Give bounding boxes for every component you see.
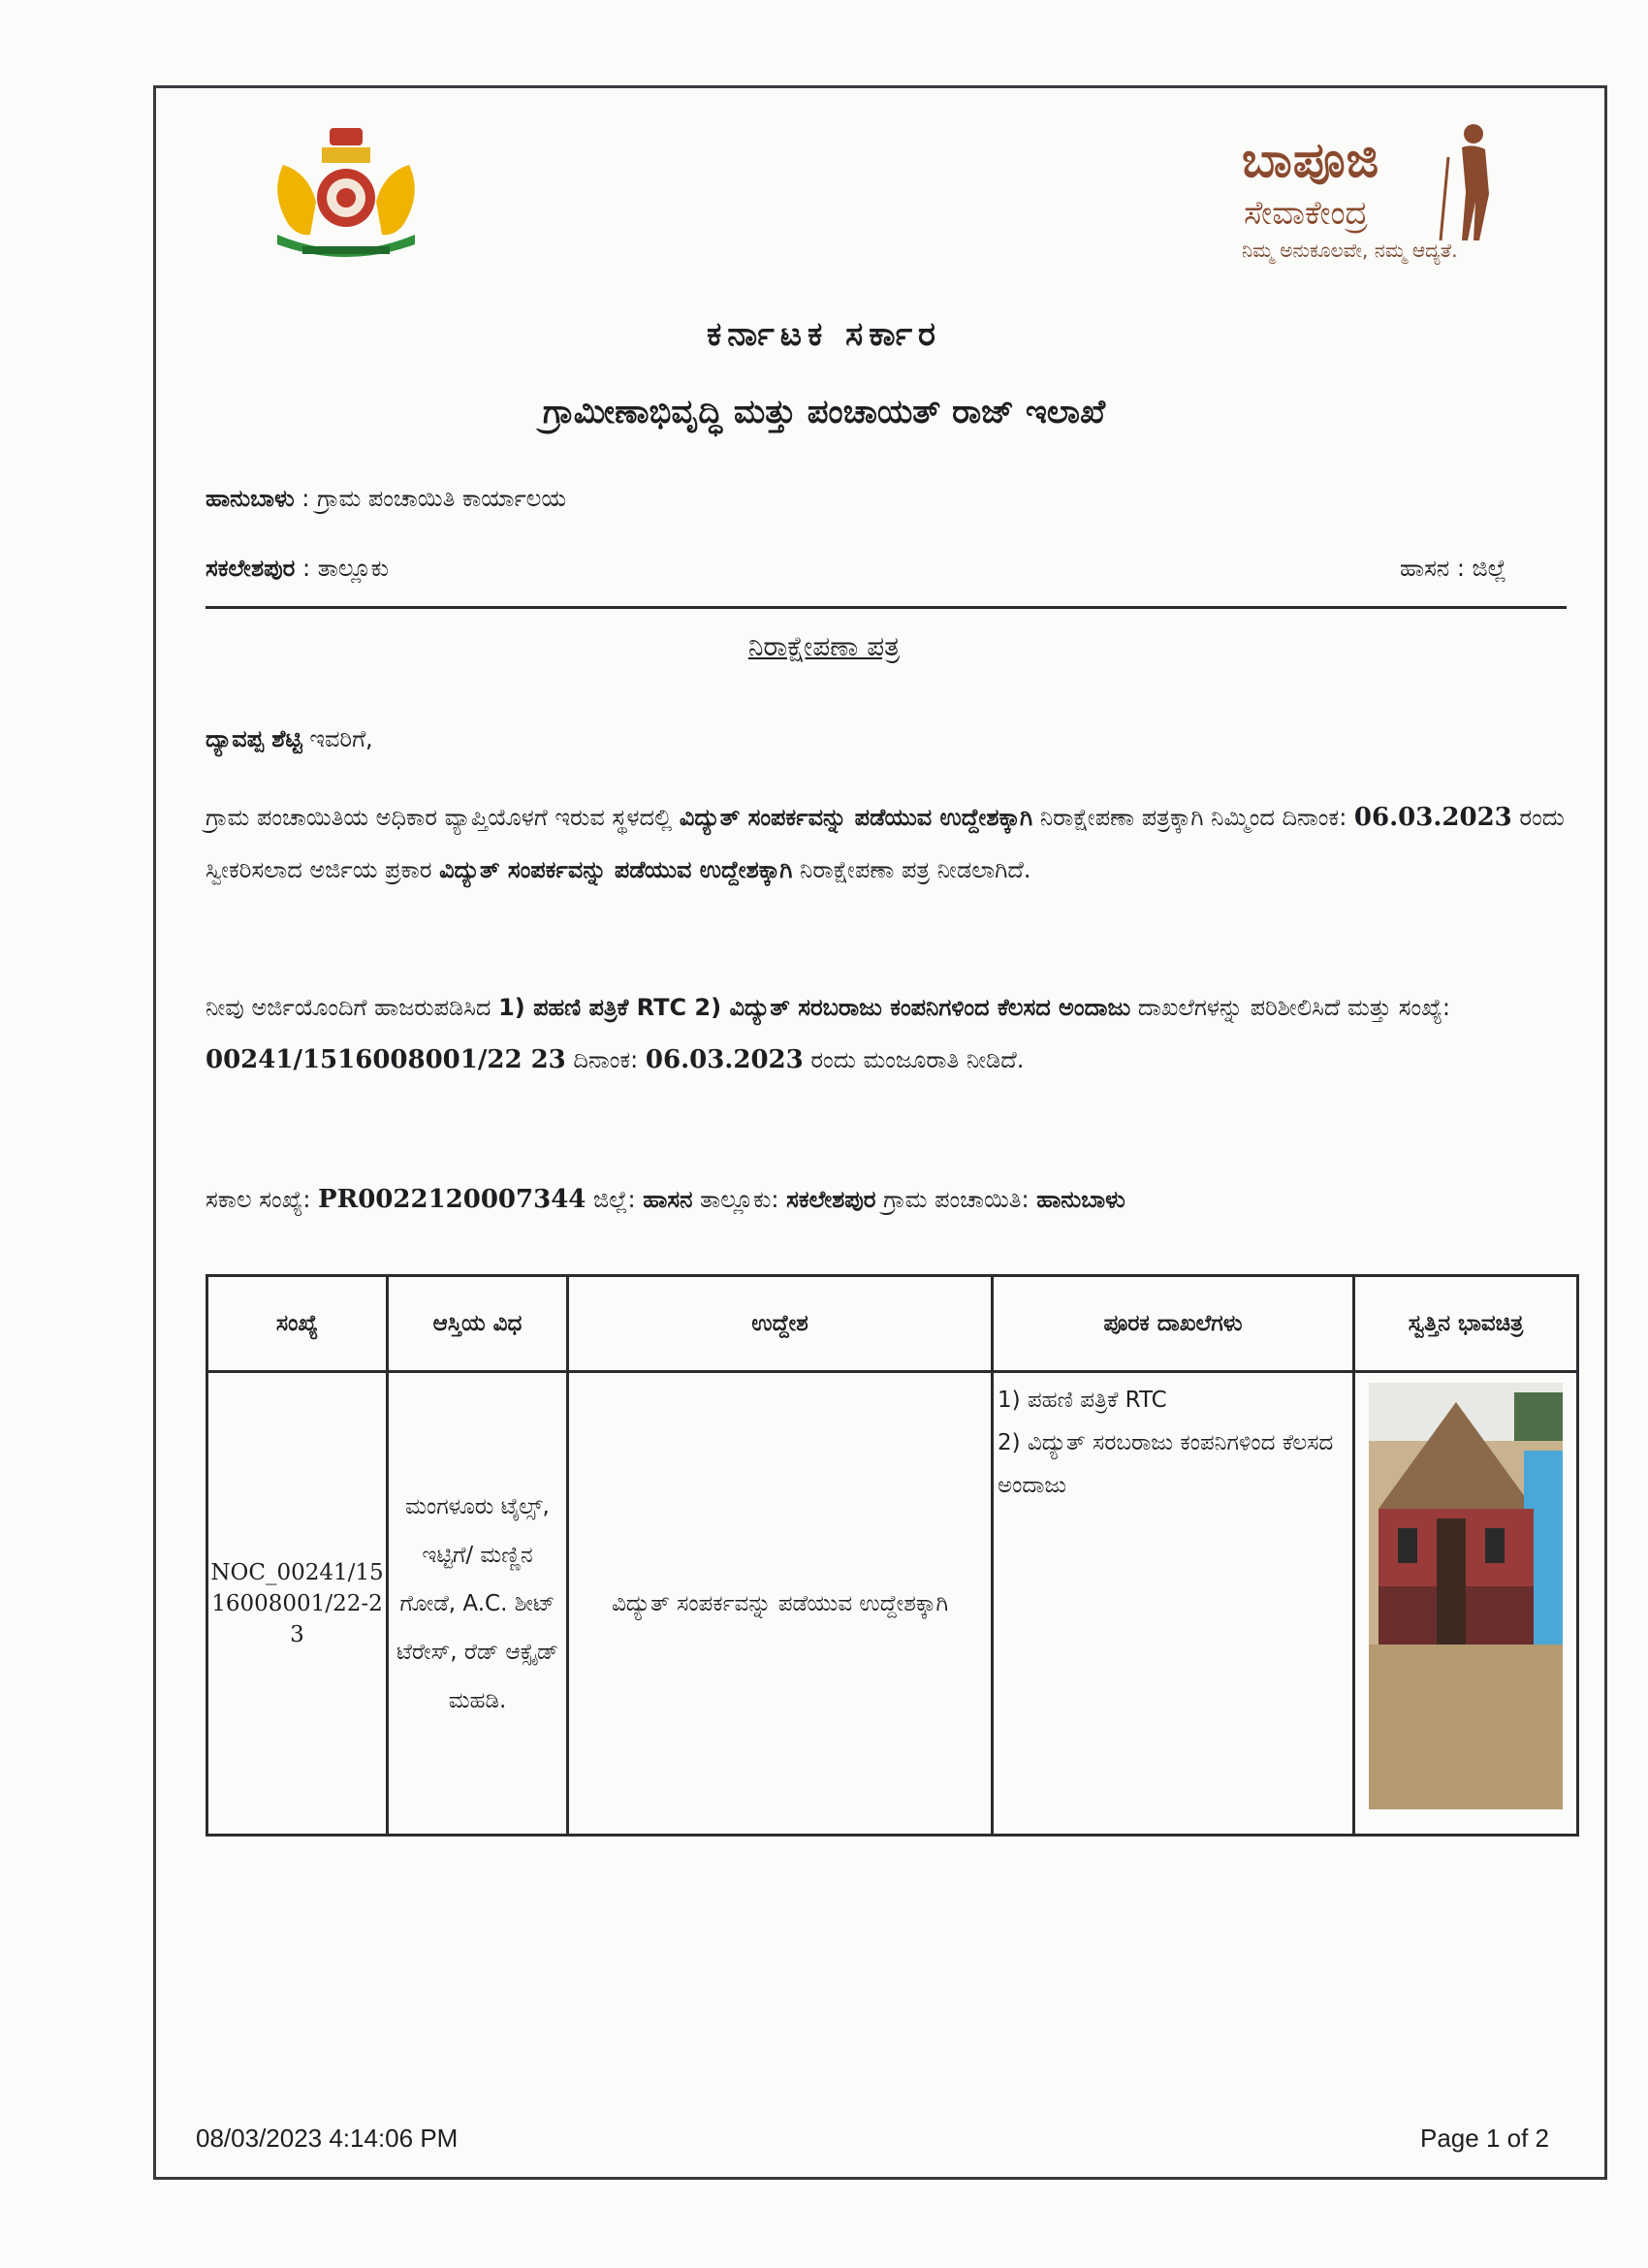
para2-text-b: ದಾಖಲೆಗಳನ್ನು ಪರಿಶೀಲಿಸಿದೆ ಮತ್ತು ಸಂಖ್ಯೆ: (1130, 994, 1450, 1021)
para1-text-b: ನಿರಾಕ್ಷೇಪಣಾ ಪತ್ರಕ್ಕಾಗಿ ನಿಮ್ಮಿಂದ ದಿನಾಂಕ: (1032, 804, 1354, 831)
govt-title: ಕರ್ನಾಟಕ ಸರ್ಕಾರ (706, 315, 942, 354)
para1-date: 06.03.2023 (1353, 803, 1512, 832)
sakala-taluk-label: ತಾಲ್ಲೂಕು: (692, 1186, 787, 1213)
para1-text-d: ನಿರಾಕ್ಷೇಪಣಾ ಪತ್ರ ನೀಡಲಾಗಿದೆ. (792, 856, 1031, 883)
col-documents-header: ಪೂರಕ ದಾಖಲೆಗಳು (993, 1276, 1354, 1372)
sanction-date: 06.03.2023 (645, 1045, 804, 1074)
para1-text-a: ಗ್ರಾಮ ಪಂಚಾಯಿತಿಯ ಅಧಿಕಾರ ವ್ಯಾಪ್ತಿಯೊಳಗೆ ಇರುವ ಸ್ಥಳದಲ್ಲಿ (206, 804, 680, 831)
sakala-gp: ಹಾನುಬಾಳು (1036, 1186, 1125, 1213)
purpose-cell (568, 1372, 993, 1836)
para2-text-d: ರಂದು ಮಂಜೂರಾತಿ ನೀಡಿದೆ. (803, 1046, 1025, 1073)
village-line (206, 485, 566, 512)
sakala-district: ಹಾಸನ (643, 1186, 693, 1213)
sakala-taluk: ಸಕಲೇಶಪುರ (786, 1186, 876, 1213)
bapuji-tagline: ನಿಮ್ಮ ಅನುಕೂಲವೇ, ನಮ್ಮ ಆದ್ಯತೆ. (1242, 239, 1458, 262)
addressee-name: ದ್ಯಾವಪ್ಪ ಶೆಟ್ಟಿ (206, 725, 302, 752)
sakala-gp-label: ಗ್ರಾಮ ಪಂಚಾಯಿತಿ: (875, 1186, 1037, 1213)
para1-purpose-2: ವಿದ್ಯುತ್ ಸಂಪರ್ಕವನ್ನು ಪಡೆಯುವ ಉದ್ದೇಶಕ್ಕಾಗಿ (439, 856, 793, 883)
addressee-line (206, 713, 1582, 765)
taluk-line (206, 555, 389, 582)
para2-text-a: ನೀವು ಅರ್ಜಿಯೊಂದಿಗೆ ಹಾಜರುಪಡಿಸಿದ (206, 994, 499, 1021)
sakala-number: PR0022120007344 (318, 1185, 586, 1214)
karnataka-emblem-icon (264, 126, 428, 264)
property-photo-cell (1354, 1372, 1578, 1836)
bapuji-seva-kendra-logo (1236, 118, 1512, 273)
village-office-label: : ಗ್ರಾಮ ಪಂಚಾಯಿತಿ ಕಾರ್ಯಾಲಯ (294, 485, 567, 512)
paragraph-1 (206, 791, 1582, 896)
noc-number: NOC_00241/1516008001/22-23 (210, 1559, 384, 1647)
sanction-number: 00241/1516008001/22 23 (206, 1045, 566, 1074)
sakala-line (206, 1173, 1582, 1226)
table-header-row (207, 1276, 1578, 1372)
district-label: ಹಾಸನ : ಜಿಲ್ಲೆ (1400, 555, 1507, 582)
col-photo-header: ಸ್ವತ್ತಿನ ಭಾವಚಿತ್ರ (1354, 1276, 1578, 1372)
bapuji-subtitle: ಸೇವಾಕೇಂದ್ರ (1244, 194, 1369, 233)
taluk-label: : ತಾಲ್ಲೂಕು (295, 555, 390, 582)
taluk-name: ಸಕಲೇಶಪುರ (206, 555, 296, 582)
header-divider (206, 606, 1567, 609)
department-title: ಗ್ರಾಮೀಣಾಭಿವೃದ್ಧಿ ಮತ್ತು ಪಂಚಾಯತ್ ರಾಜ್ ಇಲಾಖೆ (542, 393, 1106, 431)
purpose-text: ವಿದ್ಯುತ್ ಸಂಪರ್ಕವನ್ನು ಪಡೆಯುವ ಉದ್ದೇಶಕ್ಕಾಗಿ (611, 1590, 949, 1616)
paragraph-2 (206, 981, 1582, 1086)
table-row (207, 1372, 1578, 1836)
property-type: ಮಂಗಳೂರು ಟೈಲ್ಸ್, ಇಟ್ಟಿಗೆ/ ಮಣ್ಣಿನ ಗೋಡೆ, A.C. ಶೀಟ್ ಟೆರೇಸ್, ರೆಡ್ ಆಕ್ಸೈಡ್ ಮಹಡಿ. (396, 1493, 559, 1713)
footer-page-number: Page 1 of 2 (1420, 2124, 1549, 2153)
addressee-suffix: ಇವರಿಗೆ, (301, 725, 373, 752)
document-title: ನಿರಾಕ್ಷೇಪಣಾ ಪತ್ರ (747, 630, 901, 662)
documents-cell (993, 1372, 1354, 1836)
para1-text-c: ರಂದು ಸ್ವೀಕರಿಸಲಾದ ಅರ್ಜಿಯ ಪ್ರಕಾರ (206, 804, 1565, 883)
noc-table (206, 1274, 1579, 1837)
col-purpose-header: ಉದ್ದೇಶ (568, 1276, 993, 1372)
col-property-type-header: ಆಸ್ತಿಯ ವಿಧ (388, 1276, 568, 1372)
village-name: ಹಾನುಬಾಳು (206, 485, 295, 512)
district-line (1400, 555, 1506, 582)
para2-documents: 1) ಪಹಣಿ ಪತ್ರಿಕೆ RTC 2) ವಿದ್ಯುತ್ ಸರಬರಾಜು ಕಂಪನಿಗಳಿಂದ ಕೆಲಸದ ಅಂದಾಜು (498, 994, 1131, 1021)
sakala-district-label: ಜಿಲ್ಲೆ: (586, 1186, 644, 1213)
property-photo-image (1369, 1383, 1563, 1809)
col-number-header: ಸಂಖ್ಯೆ (207, 1276, 388, 1372)
sakala-label: ಸಕಾಲ ಸಂಖ್ಯೆ: (206, 1186, 319, 1213)
document-item: 2) ವಿದ್ಯುತ್ ಸರಬರಾಜು ಕಂಪನಿಗಳಿಂದ ಕೆಲಸದ ಅಂದಾಜು (998, 1430, 1334, 1498)
para1-purpose: ವಿದ್ಯುತ್ ಸಂಪರ್ಕವನ್ನು ಪಡೆಯುವ ಉದ್ದೇಶಕ್ಕಾಗಿ (679, 804, 1033, 831)
gandhi-silhouette-icon (1435, 118, 1512, 244)
document-item: 1) ಪಹಣಿ ಪತ್ರಿಕೆ RTC (998, 1388, 1167, 1413)
para2-text-c: ದಿನಾಂಕ: (565, 1046, 646, 1073)
footer-timestamp: 08/03/2023 4:14:06 PM (196, 2124, 459, 2153)
property-type-cell (388, 1372, 568, 1836)
noc-number-cell (207, 1372, 388, 1836)
bapuji-title: ಬಾಪೂಜಿ (1242, 132, 1380, 188)
